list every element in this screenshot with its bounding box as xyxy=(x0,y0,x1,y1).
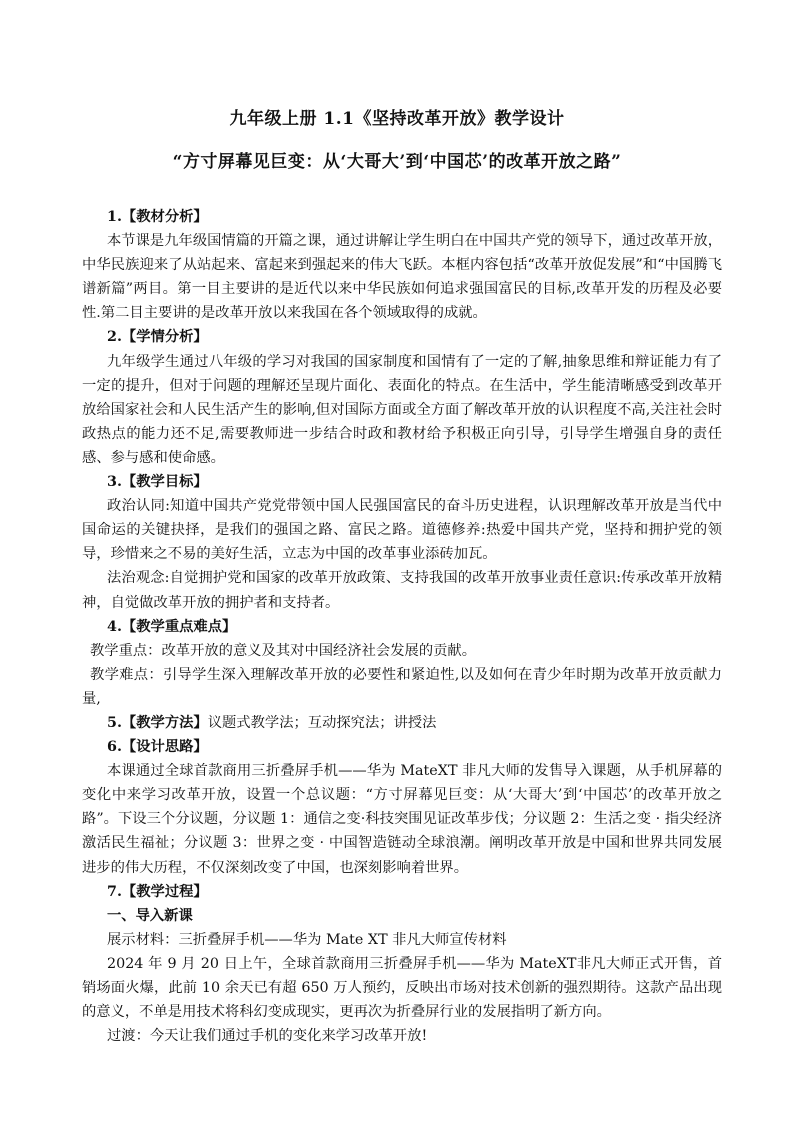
paragraph: 2024 年 9 月 20 日上午，全球首款商用三折叠屏手机——华为 MateXT非凡大师正式开售，首销场面火爆，此前 10 余天已有超 650 万人预约，反映出市场对技术创新的强烈期待。这款产品出现的意义，不单是用技术将科幻变成现实，更再次为折叠屏行业的发展指明了新方向。 xyxy=(82,955,722,1021)
section-heading-teaching-objectives: 3.【教学目标】 xyxy=(107,474,208,491)
document-body xyxy=(82,205,722,1048)
paragraph: 九年级学生通过八年级的学习对我国的国家制度和国情有了一定的了解,抽象思维和辩证能力有了一定的提升，但对于问题的理解还呈现片面化、表面化的特点。在生活中，学生能清晰感受到改革开放给国家社会和人民生活产生的影响,但对国际方面或全方面了解改革开放的认识程度不高,关注社会时政热点的能力还不足,需要教师进一步结合时政和教材给予积极正向引导，引导学生增强自身的责任感、参与感和使命感。 xyxy=(82,353,722,466)
paragraph: 政治认同:知道中国共产党党带领中国人民强国富民的奋斗历史进程，认识理解改革开放是当代中国命运的关键抉择，是我们的强国之路、富民之路。道德修养:热爱中国共产党，坚持和拥护党的领导，珍惜来之不易的美好生活，立志为中国的改革事业添砖加瓦。 xyxy=(82,498,722,563)
section-teaching-methods xyxy=(82,711,722,735)
document-subtitle: “方寸屏幕见巨变：从‘大哥大’到‘中国芯’的改革开放之路” xyxy=(172,152,622,172)
document-title: 九年级上册 1.1《坚持改革开放》教学设计 xyxy=(229,109,565,129)
paragraph: 教学重点：改革开放的意义及其对中国经济社会发展的贡献。 xyxy=(90,642,477,659)
paragraph: 本课通过全球首款商用三折叠屏手机——华为 MateXT 非凡大师的发售导入课题，从手机屏幕的变化中来学习改革开放，设置一个总议题：“方寸屏幕见巨变：从‘大哥大’到‘中国芯’的改革开放之路”。下设三个分议题，分议题 1：通信之变·科技突围见证改革步伐；分议题 2：生活之变 · 指尖经济激活民生福祉；分议题 3：世界之变 · 中国智造链动全球浪潮。阐明改革开放是中国和世界共同发展进步的伟大历程，不仅深刻改变了中国，也深刻影响着世界。 xyxy=(82,763,722,876)
paragraph: 教学难点：引导学生深入理解改革开放的必要性和紧迫性,以及如何在青少年时期为改革开放贡献力量, xyxy=(82,666,722,707)
paragraph: 展示材料：三折叠屏手机——华为 Mate XT 非凡大师宣传材料 xyxy=(107,931,507,948)
section-heading-learner-analysis: 2.【学情分析】 xyxy=(107,329,208,346)
paragraph: 本节课是九年级国情篇的开篇之课，通过讲解让学生明白在中国共产党的领导下，通过改革开放，中华民族迎来了从站起来、富起来到强起来的伟大飞跃。本框内容包括“改革开放促发展”和“中国腾飞谱新篇”两目。第一目主要讲的是近代以来中华民族如何追求强国富民的目标,改革开发的历程及必要性.第二目主要讲的是改革开放以来我国在各个领域取得的成就。 xyxy=(82,233,722,322)
teaching-methods-text: 议题式教学法；互动探究法；讲授法 xyxy=(207,714,437,731)
paragraph: 法治观念:自觉拥护党和国家的改革开放政策、支持我国的改革开放事业责任意识:传承改革开放精神，自觉做改革开放的拥护者和支持者。 xyxy=(82,570,722,611)
section-heading-textbook-analysis: 1.【教材分析】 xyxy=(107,209,208,225)
paragraph: 过渡：今天让我们通过手机的变化来学习改革开放! xyxy=(107,1028,428,1045)
subsection-heading-introduction: 一、导入新课 xyxy=(107,907,193,924)
section-heading-teaching-methods: 5.【教学方法】 xyxy=(107,714,208,731)
section-heading-key-difficult-points: 4.【教学重点难点】 xyxy=(107,618,237,635)
section-heading-teaching-process: 7.【教学过程】 xyxy=(107,883,208,900)
section-heading-design-ideas: 6.【设计思路】 xyxy=(107,739,208,756)
